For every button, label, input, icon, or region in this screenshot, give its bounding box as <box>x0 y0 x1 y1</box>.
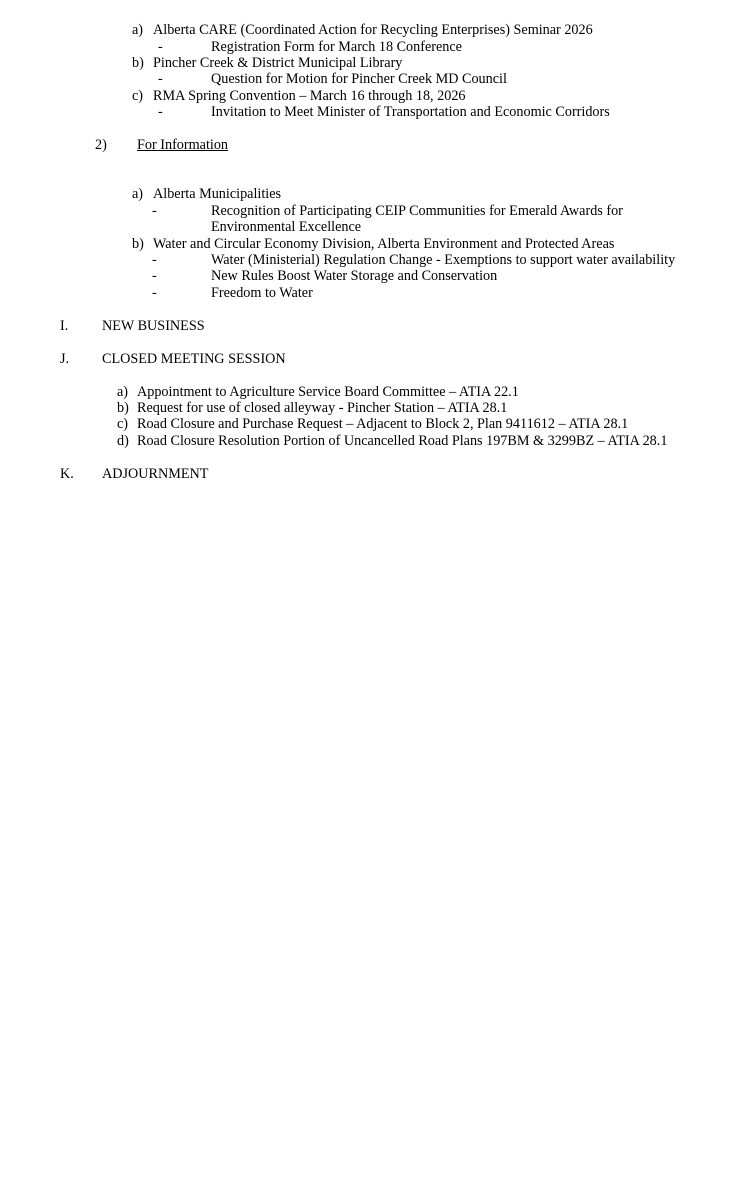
subitem-text: Freedom to Water <box>211 285 313 301</box>
section-letter: J. <box>60 351 70 367</box>
section-letter: K. <box>60 466 74 482</box>
item-title: Pincher Creek & District Municipal Library <box>153 55 403 71</box>
item-title: Alberta CARE (Coordinated Action for Recycling Enterprises) Seminar 2026 <box>153 22 593 38</box>
item-title: Water and Circular Economy Division, Alberta Environment and Protected Areas <box>153 236 615 252</box>
subitem-text: Registration Form for March 18 Conference <box>211 39 462 55</box>
bullet-dash: - <box>152 285 157 301</box>
bullet-dash: - <box>152 268 157 284</box>
item-title: Road Closure and Purchase Request – Adjacent to Block 2, Plan 9411612 – ATIA 28.1 <box>137 416 629 432</box>
bullet-dash: - <box>158 39 163 55</box>
bullet-dash: - <box>152 203 157 219</box>
section-title: ADJOURNMENT <box>102 466 209 482</box>
subitem-text: Environmental Excellence <box>211 219 362 235</box>
item-title: Request for use of closed alleyway - Pincher Station – ATIA 28.1 <box>137 400 508 416</box>
item-letter: d) <box>117 433 129 449</box>
bullet-dash: - <box>158 71 163 87</box>
item-letter: b) <box>132 236 144 252</box>
item-title: Road Closure Resolution Portion of Uncancelled Road Plans 197BM & 3299BZ – ATIA 28.1 <box>137 433 668 449</box>
bullet-dash: - <box>158 104 163 120</box>
subitem-text: Recognition of Participating CEIP Communities for Emerald Awards for <box>211 203 623 219</box>
section-letter: I. <box>60 318 69 334</box>
item-letter: a) <box>132 22 144 38</box>
item-letter: b) <box>117 400 129 416</box>
item-title: RMA Spring Convention – March 16 through 18, 2026 <box>153 88 466 104</box>
bullet-dash: - <box>152 252 157 268</box>
item-letter: a) <box>132 186 144 202</box>
item-letter: b) <box>132 55 144 71</box>
item-letter: c) <box>132 88 144 104</box>
subitem-text: Water (Ministerial) Regulation Change - Exemptions to support water availability <box>211 252 676 268</box>
section-title: NEW BUSINESS <box>102 318 205 334</box>
section-title: CLOSED MEETING SESSION <box>102 351 286 367</box>
item-title: Appointment to Agriculture Service Board Committee – ATIA 22.1 <box>137 384 519 400</box>
subitem-text: New Rules Boost Water Storage and Conservation <box>211 268 498 284</box>
subitem-text: Question for Motion for Pincher Creek MD Council <box>211 71 507 87</box>
item-letter: a) <box>117 384 129 400</box>
item-title: Alberta Municipalities <box>153 186 282 202</box>
subitem-text: Invitation to Meet Minister of Transportation and Economic Corridors <box>211 104 610 120</box>
subsection-number: 2) <box>95 137 107 153</box>
subsection-title: For Information <box>137 137 229 153</box>
item-letter: c) <box>117 416 129 432</box>
